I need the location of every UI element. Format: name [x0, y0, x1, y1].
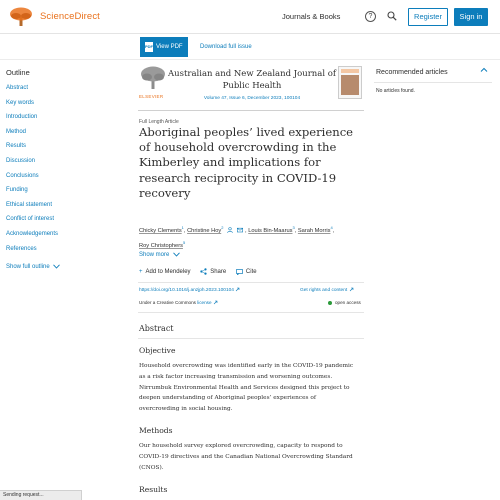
cover-band	[341, 69, 359, 73]
journal-issue-link[interactable]: Volume 47, Issue 6, December 2023, 100104	[203, 96, 301, 101]
quote-icon	[236, 269, 243, 275]
search-icon[interactable]	[387, 11, 397, 21]
methods-paragraph	[139, 441, 363, 473]
mail-icon[interactable]	[237, 227, 243, 233]
author-affiliation[interactable]: 1	[181, 225, 184, 230]
paragraph-line: (CNOS).	[139, 464, 164, 471]
add-to-mendeley-button[interactable]: Add to Mendeley	[145, 269, 191, 276]
recommended-articles-heading[interactable]: Recommended articles	[376, 69, 448, 76]
author-affiliation[interactable]: 2	[221, 225, 224, 230]
outline-item-conclusions[interactable]: Conclusions	[6, 172, 39, 179]
cite-button[interactable]: Cite	[245, 269, 257, 276]
pdf-icon: PDF	[145, 42, 153, 52]
paragraph-line: Our household survey explored overcrowding, capacity to respond to	[139, 443, 343, 449]
outline-panel	[6, 68, 126, 270]
methods-heading: Methods	[139, 426, 173, 435]
paragraph-line: Nirrumbuk Environmental Health and Services designed this project to	[139, 384, 350, 391]
open-access-dot-icon	[328, 301, 332, 305]
abstract-heading: Abstract	[139, 324, 174, 333]
author-list: Chicky Clements$^1$, Christine Hoy$^2$ , Louis Bin-Maarus$^3$, Sarah Morris$^4$, Roy Christophers$^5$	[139, 225, 335, 249]
results-heading: Results	[139, 485, 168, 494]
outline-item-method[interactable]: Method	[6, 128, 27, 135]
objective-heading: Objective	[139, 346, 176, 355]
open-access-badge	[328, 300, 361, 305]
elsevier-wordmark: ELSEVIER	[139, 94, 164, 99]
outline-item-introduction[interactable]: Introduction	[6, 114, 38, 121]
chevron-down-icon	[173, 252, 180, 257]
show-full-outline-button[interactable]	[6, 264, 126, 270]
outline-item-abstract[interactable]: Abstract	[6, 85, 29, 91]
open-access-label: open access	[335, 300, 361, 305]
external-link-icon	[235, 287, 240, 292]
browser-status-bar: Sending request...	[0, 490, 82, 500]
share-icon	[200, 268, 207, 275]
cover-photo	[341, 75, 359, 95]
license-link[interactable]: license	[197, 300, 212, 305]
author-link[interactable]: Louis Bin-Maarus	[248, 227, 293, 234]
elsevier-logo-icon[interactable]	[8, 7, 34, 27]
outline-item-funding[interactable]: Funding	[6, 187, 28, 194]
article-type-label: Full Length Article	[139, 119, 179, 125]
journal-cover-image[interactable]	[338, 66, 362, 99]
author-link[interactable]: Sarah Morris	[297, 227, 331, 234]
journal-title-link[interactable]: Australian and New Zealand Journal of Public Health	[167, 69, 337, 91]
journals-books-link[interactable]: Journals & Books	[282, 12, 341, 21]
register-button[interactable]: Register	[408, 8, 448, 26]
paragraph-line: deepen understanding of Aboriginal peoples’ experiences of	[139, 395, 317, 402]
chevron-up-icon[interactable]	[480, 66, 488, 74]
divider	[138, 110, 364, 111]
download-full-issue-link[interactable]: Download full issue	[200, 44, 252, 50]
doi-text: https://doi.org/10.1016/j.anzjph.2023.100104	[139, 287, 234, 293]
top-header	[0, 0, 500, 34]
view-pdf-label: View PDF	[156, 44, 183, 50]
author-affiliation[interactable]: 5	[182, 239, 186, 245]
outline-item-references[interactable]: References	[6, 245, 37, 252]
author-link[interactable]: Christine Hoy	[187, 227, 222, 234]
author-link[interactable]: Roy Christophers	[139, 242, 183, 249]
outline-item-results[interactable]: Results	[6, 143, 27, 150]
external-link-icon	[213, 300, 218, 305]
chevron-down-icon	[53, 264, 60, 269]
author-affiliation[interactable]: 3	[292, 225, 295, 230]
article-actions	[139, 268, 265, 275]
share-button[interactable]: Share	[210, 269, 227, 276]
elsevier-tree-logo-icon[interactable]	[140, 66, 166, 90]
view-pdf-button[interactable]	[140, 37, 188, 57]
outline-item-key-words[interactable]: Key words	[6, 99, 35, 106]
article-title: Aboriginal peoples’ lived experience of household overcrowding in the Kimberley and implications for research reciprocity in COVID-19 recovery	[139, 125, 354, 200]
rights-content-link[interactable]	[300, 287, 354, 293]
article-toolbar	[0, 34, 500, 60]
outline-item-acknowledgements[interactable]: Acknowledgements	[6, 230, 59, 237]
objective-paragraph	[139, 361, 363, 415]
outline-item-discussion[interactable]: Discussion	[6, 157, 36, 164]
author-link[interactable]: Chicky Clements	[139, 227, 182, 234]
person-icon[interactable]	[227, 227, 233, 233]
outline-title: Outline	[6, 68, 30, 77]
recommended-empty-message: No articles found.	[376, 88, 415, 94]
license-prefix: Under a Creative Commons	[139, 300, 196, 305]
external-link-icon	[349, 287, 354, 292]
doi-link[interactable]	[139, 287, 240, 293]
outline-item-ethical-statement[interactable]: Ethical statement	[6, 201, 53, 208]
outline-item-conflict-of-interest[interactable]: Conflict of interest	[6, 216, 55, 223]
author-affiliation[interactable]: 4	[330, 225, 333, 230]
show-more-button[interactable]	[139, 252, 180, 258]
paragraph-line: overcrowding in social housing.	[139, 406, 233, 413]
sign-in-button[interactable]: Sign in	[454, 8, 488, 26]
plus-icon: +	[139, 269, 143, 276]
paragraph-line: Household overcrowding was identified early in the COVID-19 pandemic	[139, 363, 354, 369]
paragraph-line: COVID-19 directives and the Canadian National Overcrowding Standard	[139, 453, 353, 460]
show-full-outline-label: Show full outline	[6, 264, 50, 271]
paragraph-line: as a risk factor increasing transmission and worsening outcomes.	[139, 373, 333, 380]
help-icon[interactable]: ?	[365, 11, 376, 22]
divider	[374, 82, 492, 83]
license-statement	[139, 300, 218, 305]
divider	[138, 338, 364, 339]
sciencedirect-brand[interactable]: ScienceDirect	[40, 11, 100, 22]
show-more-label: Show more	[139, 252, 170, 259]
divider	[138, 312, 364, 313]
divider	[138, 282, 364, 283]
rights-text: Get rights and content	[300, 287, 348, 293]
